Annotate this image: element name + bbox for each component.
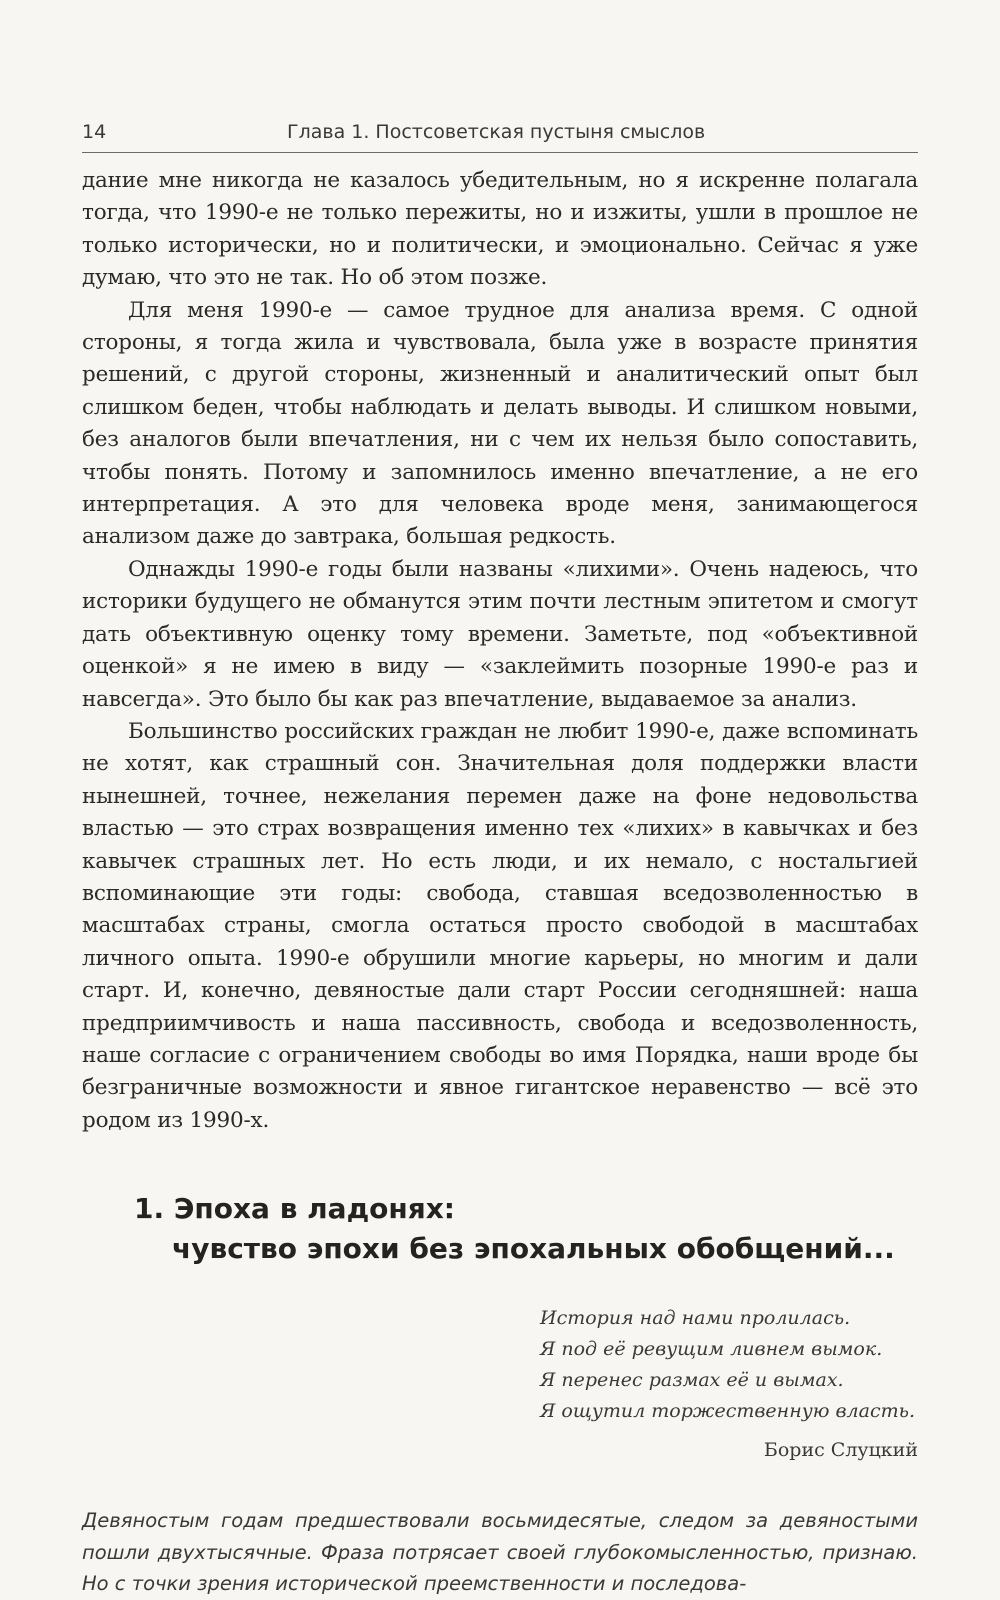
epigraph-line: Я перенес размах её и вымах. xyxy=(540,1369,844,1392)
paragraph: дание мне никогда не казалось убедительным, но я искренне полагала тогда, что 1990-е не только пережиты, но и изжиты, ушли в прошлое не только исторически, но и политически, и эмоционально. Сейчас я уже думаю, что это не так. Но об этом позже. xyxy=(82,168,918,291)
paragraph: Для меня 1990-е — самое трудное для анализа время. С одной стороны, я тогда жила и чувствовала, была уже в возрасте принятия решений, с другой стороны, жизненный и аналитический опыт был слишком беден, чтобы наблюдать и делать выводы. И слишком новыми, без аналогов были впечатления, ни с чем их нельзя было сопоставить, чтобы понять. Потому и запомнилось именно впечатление, а не его интерпретация. А это для человека вроде меня, занимающегося анализом даже до завтрака, большая редкость. xyxy=(82,297,918,550)
section-heading xyxy=(134,1189,918,1269)
intro-paragraph: Девяностым годам предшествовали восьмидесятые, следом за девяностыми пошли двухтысячные. Фраза потрясает своей глубокомысленностью, признаю. Но с точки зрения исторической преемственности и последова- xyxy=(82,1509,918,1596)
book-page xyxy=(82,118,918,1600)
epigraph-author: Борис Слуцкий xyxy=(763,1439,918,1462)
chapter-title: Глава 1. Постсоветская пустыня смыслов xyxy=(287,121,706,143)
paragraph: Большинство российских граждан не любит 1990-е, даже вспоминать не хотят, как страшный сон. Значительная доля поддержки власти нынешней, точнее, нежелания перемен даже на фоне недовольства властью — это страх возвращения именно тех «лихих» в кавычках и без кавычек страшных лет. Но есть люди, и их немало, с ностальгией вспоминающие эти годы: свобода, ставшая вседозволенностью в масштабах страны, смогла остаться просто свободой в масштабах личного опыта. 1990-е обрушили многие карьеры, но многим и дали старт. И, конечно, девяностые дали старт России сегодняшней: наша предприимчивость и наша пассивность, свобода и вседозволенность, наше согласие с ограничением свободы во имя Порядка, наши вроде бы безграничные возможности и явное гигантское неравенство — всё это родом из 1990-х. xyxy=(82,718,918,1133)
page-number: 14 xyxy=(82,121,107,143)
epigraph-line: Я ощутил торжественную власть. xyxy=(540,1400,916,1423)
section-heading-line-2: чувство эпохи без эпохальных обобщений... xyxy=(172,1232,895,1266)
epigraph xyxy=(540,1303,918,1427)
body-text xyxy=(82,165,918,1137)
epigraph-line: История над нами пролилась. xyxy=(540,1307,851,1330)
epigraph-line: Я под её ревущим ливнем вымок. xyxy=(540,1338,883,1361)
paragraph: Однажды 1990-е годы были названы «лихими». Очень надеюсь, что историки будущего не обманутся этим почти лестным эпитетом и смогут дать объективную оценку тому времени. Заметьте, под «объективной оценкой» я не имею в виду — «заклеймить позорные 1990-е раз и навсегда». Это было бы как раз впечатление, выдаваемое за анализ. xyxy=(82,556,918,712)
running-head xyxy=(82,118,918,153)
section-heading-line-1: 1. Эпоха в ладонях: xyxy=(134,1192,456,1226)
